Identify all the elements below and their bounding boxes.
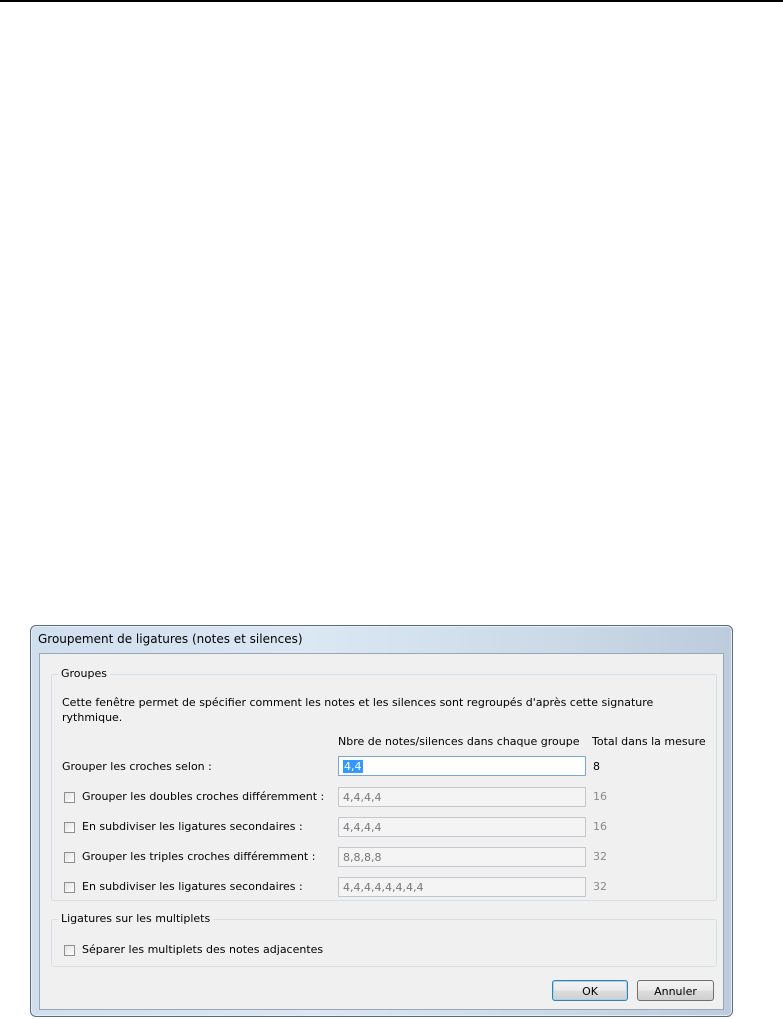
row-sixteenths-subdivide-label[interactable]: En subdiviser les ligatures secondaires : bbox=[82, 820, 303, 833]
sixteenths-checkbox[interactable] bbox=[64, 792, 75, 803]
eighths-grouping-value: 4,4 bbox=[344, 760, 362, 773]
sixteenths-total: 16 bbox=[593, 790, 607, 803]
groupes-legend: Groupes bbox=[58, 667, 110, 680]
sixteenths-subdivide-input[interactable]: 4,4,4,4 bbox=[338, 817, 586, 837]
thirtyseconds-subdivide-total: 32 bbox=[593, 880, 607, 893]
thirtyseconds-checkbox[interactable] bbox=[64, 852, 75, 863]
row-thirtyseconds-label[interactable]: Grouper les triples croches différemment : bbox=[82, 850, 316, 863]
ok-button[interactable]: OK bbox=[552, 980, 628, 1001]
sixteenths-grouping-input[interactable]: 4,4,4,4 bbox=[338, 787, 586, 807]
sixteenths-subdivide-total: 16 bbox=[593, 820, 607, 833]
col-total-header: Total dans la mesure bbox=[592, 735, 706, 748]
cancel-button[interactable]: Annuler bbox=[637, 980, 714, 1001]
separate-multiplets-label[interactable]: Séparer les multiplets des notes adjacentes bbox=[82, 943, 324, 956]
eighths-grouping-input[interactable] bbox=[338, 756, 586, 776]
row-eighths-label: Grouper les croches selon : bbox=[62, 760, 212, 773]
dialog-title: Groupement de ligatures (notes et silences) bbox=[38, 632, 303, 646]
col-notes-header: Nbre de notes/silences dans chaque groupe bbox=[338, 735, 580, 748]
dialog-titlebar[interactable] bbox=[31, 626, 732, 650]
thirtyseconds-grouping-input[interactable]: 8,8,8,8 bbox=[338, 847, 586, 867]
multiplets-legend: Ligatures sur les multiplets bbox=[58, 912, 213, 925]
row-sixteenths-label[interactable]: Grouper les doubles croches différemment : bbox=[82, 790, 325, 803]
thirtyseconds-subdivide-input[interactable]: 4,4,4,4,4,4,4,4 bbox=[338, 877, 586, 897]
thirtyseconds-total: 32 bbox=[593, 850, 607, 863]
thirtyseconds-subdivide-checkbox[interactable] bbox=[64, 882, 75, 893]
row-thirtyseconds-subdivide-label[interactable]: En subdiviser les ligatures secondaires : bbox=[82, 880, 303, 893]
groupes-description: Cette fenêtre permet de spécifier comment les notes et les silences sont regroupés d'après cette signature rythmique. bbox=[62, 696, 654, 724]
beam-grouping-dialog bbox=[30, 625, 733, 1017]
separate-multiplets-checkbox[interactable] bbox=[64, 945, 75, 956]
top-divider bbox=[0, 0, 783, 2]
sixteenths-subdivide-checkbox[interactable] bbox=[64, 822, 75, 833]
dialog-client-area bbox=[39, 653, 724, 1010]
eighths-total: 8 bbox=[593, 760, 600, 773]
